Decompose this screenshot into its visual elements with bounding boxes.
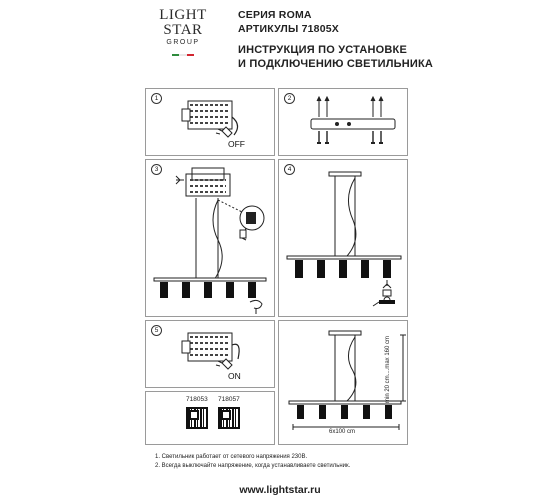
step-5-panel <box>145 320 275 388</box>
series-label: СЕРИЯ ROMA <box>238 9 312 21</box>
website-link[interactable]: www.lightstar.ru <box>239 484 321 496</box>
height-dimension-label: min 20 cm....max 160 cm <box>385 335 391 403</box>
step-number: 2 <box>284 93 295 104</box>
wiring-connection-illustration <box>146 160 276 318</box>
brand-logo <box>152 8 214 47</box>
qr-code-718053 <box>186 407 208 429</box>
italian-flag-stripe <box>172 54 194 56</box>
articles-label: АРТИКУЛЫ 71805X <box>238 23 339 35</box>
title-line-1: ИНСТРУКЦИЯ ПО УСТАНОВКЕ <box>238 44 407 56</box>
article-code-1: 718053 <box>186 396 208 403</box>
safety-notes <box>155 453 350 471</box>
step-4-panel <box>278 159 408 317</box>
dimensions-panel <box>278 320 408 445</box>
step-number: 4 <box>284 164 295 175</box>
width-dimension-label: 6x100 cm <box>329 429 356 435</box>
step-3-panel <box>145 159 275 317</box>
title-line-2: И ПОДКЛЮЧЕНИЮ СВЕТИЛЬНИКА <box>238 58 434 70</box>
switch-on-illustration <box>146 321 276 389</box>
switch-on-label: ON <box>228 371 241 381</box>
logo-word-light: LIGHT <box>159 7 207 23</box>
switch-off-illustration <box>146 89 276 157</box>
qr-code-718057 <box>218 407 240 429</box>
step-1-panel <box>145 88 275 156</box>
switch-off-label: OFF <box>228 139 245 149</box>
note-2: 2. Всегда выключайте напряжение, когда устанавливаете светильник. <box>155 463 351 469</box>
step-number: 3 <box>151 164 162 175</box>
bulb-install-illustration <box>279 160 409 318</box>
mounting-bracket-illustration <box>279 89 409 157</box>
step-number: 5 <box>151 325 162 336</box>
logo-word-group: GROUP <box>166 39 200 46</box>
article-codes-panel <box>145 391 275 445</box>
step-number: 1 <box>151 93 162 104</box>
article-code-2: 718057 <box>218 396 240 403</box>
step-2-panel <box>278 88 408 156</box>
note-1: 1. Светильник работает от сетевого напряжения 230В. <box>155 454 308 460</box>
logo-word-star: STAR <box>163 22 203 38</box>
